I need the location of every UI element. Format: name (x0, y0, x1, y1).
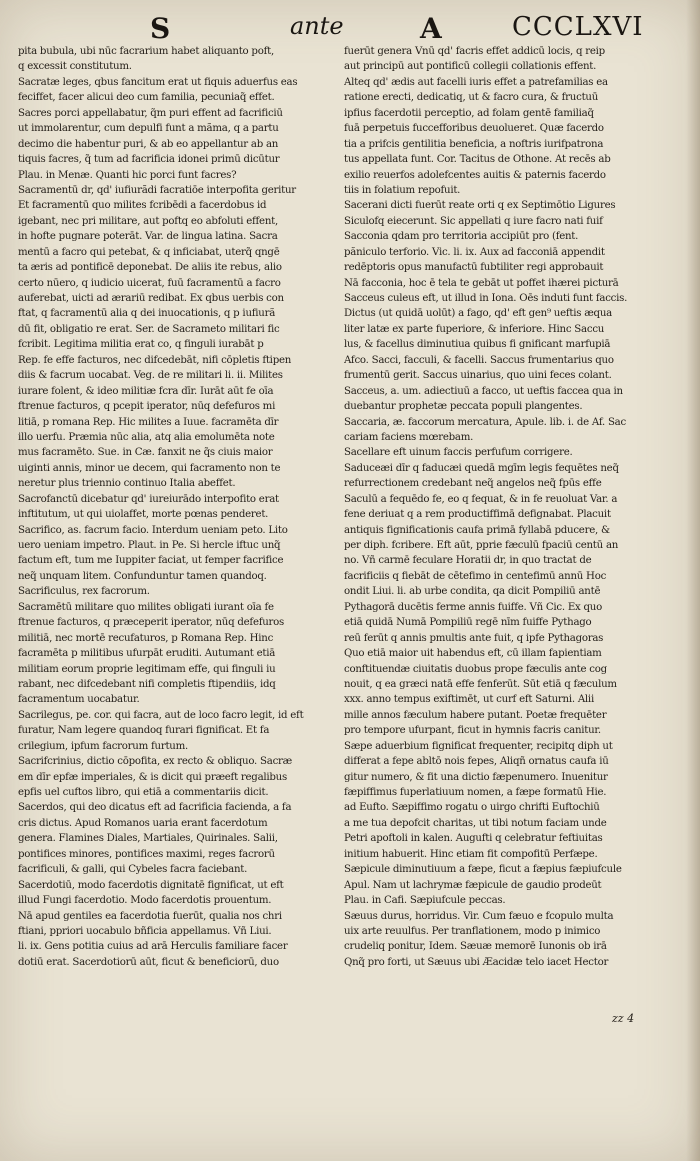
header-word: ante (290, 12, 344, 40)
text-line: Nā apud gentiles ea facerdotia fuerūt, qualia nos chri (18, 910, 282, 922)
text-line: Sacrifcrinius, dictio cōpofita, ex recto & obliquo. Sacræ (18, 756, 292, 768)
text-line: conftituendæ ciuitatis duobus prope fæculis ante cog (344, 663, 607, 675)
text-line: gitur numero, & fit una dictio fæpenumero. Inuenitur (344, 771, 608, 783)
text-line: ondit Liui. li. ab urbe condita, qa dicit Pompiliū antē (344, 586, 601, 598)
text-line: Sacrificulus, rex facrorum. (18, 586, 150, 598)
text-line: fæpiffimus fuperlatiuum nomen, a fæpe formatū Hie. (344, 787, 607, 798)
text-line: ftiani, ppriori uocabulo bñficia appellamus. Vñ Liui. (18, 925, 272, 937)
text-line: fene deriuat q a rem productiffimā defignabat. Placuit (344, 509, 611, 521)
text-line: feciffet, facer alicui deo cum familia, pecuniaq̃ effet. (18, 92, 275, 104)
signature-mark: zz 4 (612, 1012, 635, 1025)
text-line: nouit, q ea græci natā effe fenferūt. Sūt etiā q fæculum (344, 678, 617, 690)
text-line: furatur, Nam legere quandoq furari fignificat. Et fa (18, 725, 270, 737)
text-line: auferebat, uicti ad ærariū redibat. Ex qbus uerbis con (18, 293, 284, 304)
text-line: dotiū erat. Sacerdotiorū aūt, ficut & beneficiorū, duo (18, 956, 279, 968)
text-line: Sacrofanctū dicebatur qd' iureiurādo interpofito erat (18, 493, 279, 505)
text-line: mentū a facro qui petebat, & q inficiabat, uterq̃ qngē (18, 246, 280, 258)
text-line: Sacrifico, as. facrum facio. Interdum ueniam peto. Lito (18, 524, 288, 536)
text-line: q excessit constitutum. (18, 61, 132, 73)
header-mid-letter: A (420, 12, 442, 45)
text-line: differat a fepe abltō nois fepes, Aliqñ ornatus caufa iū (344, 756, 609, 768)
text-line: ut immolarentur, cum depulfi funt a mãma, q a partu (18, 123, 279, 135)
folio-number: CCCLXVI (512, 12, 644, 42)
text-line: facrificuli, & galli, qui Cybeles facra faciebant. (18, 864, 248, 876)
text-line: tiis in folatium repofuit. (344, 184, 461, 196)
text-line: a me tua depofcit charitas, ut tibi notum faciam unde (344, 817, 607, 829)
text-line: no. Vñ carmē feculare Horatii dr, in quo tractat de (344, 555, 592, 567)
text-line: ftrenue facturos, q præceperit iperator, nūq defefuros (18, 617, 285, 629)
text-line: diis & facrum uocabat. Veg. de re militari li. ii. Milites (18, 370, 283, 382)
text-line: Qnq̃ pro forti, ut Sæuus ubi Æacidæ telo iacet Hector (344, 956, 609, 968)
text-line: facramentum uocabatur. (18, 694, 140, 706)
text-line: păniculo terforio. Vic. li. ix. Aux ad facconiā appendit (344, 246, 605, 258)
text-line: Plau. in Menæ. Quanti hic porci funt facres? (18, 169, 237, 181)
text-line: Quo etiā maior uit habendus eft, cū illam fapientiam (344, 648, 602, 660)
text-line: lus, & facellus diminutiua quibus fi gnificant marfupiā (344, 339, 611, 351)
text-line: Nā facconia, hoc ē tela te gebāt ut poffet ihærei picturā (344, 277, 619, 289)
text-line: per diph. fcribere. Eft aūt, pprie fæculū fpaciū centū an (344, 540, 619, 551)
text-line: mille annos fæculum habere putant. Poetæ frequēter (344, 709, 607, 721)
text-line: Sæpe aduerbium fignificat frequenter, recipitq diph ut (344, 740, 613, 752)
text-line: frumentū gerit. Saccus uinarius, quo uini feces colant. (344, 370, 612, 382)
text-line: neq̃ unquam litem. Confunduntur tamen quandoq. (18, 570, 267, 582)
text-line: aut principū aut pontificū collegii collationis effent. (344, 61, 597, 73)
text-line: liter latæ ex parte fuperiore, & inferiore. Hinc Saccu (344, 323, 605, 335)
text-line: Siculofq eiecerunt. Sic appellati q iure facro nati fuif (344, 215, 603, 227)
text-line: neretur plus triennio continuo Italia abeffet. (18, 478, 236, 490)
header-left-letter: S (150, 12, 171, 45)
text-line: ad Eufto. Sæpiffimo rogatu o uirgo chrifti Euftochiū (344, 802, 600, 814)
text-line: pontifices minores, pontifices maximi, reges facrorū (18, 848, 275, 860)
text-line: uix arte reuulfus. Per tranflationem, modo p inimico (344, 925, 601, 937)
text-line: Sacerani dicti fuerūt reate orti q ex Septimōtio Ligures (344, 200, 616, 212)
text-line: ratione erecti, dedicatiq, ut & facro cura, & fructuū (344, 92, 599, 104)
text-line: certo nūero, q iudicio uicerat, fuū facramentū a facro (18, 277, 281, 289)
text-line: fcribit. Legitima militia erat co, q finguli iurabāt p (18, 339, 264, 351)
running-header (0, 8, 700, 48)
text-line: Sacres porci appellabatur, q̃m puri effent ad facrificiū (18, 107, 283, 119)
text-line: iurare folent, & ideo militiæ fcra dīr. Iurāt aūt fe oīa (18, 385, 274, 397)
text-line: Rep. fe effe facturos, nec difcedebāt, nifi cōpletis ftipen (18, 354, 292, 366)
text-line: fuā perpetuis fuccefforibus deuolueret. Quæ facerdo (344, 123, 604, 135)
text-line: refurrectionem credebant neq̃ angelos neq̃ fpūs effe (344, 478, 602, 490)
text-line: ta æris ad pontificē deponebat. De aliis ite rebus, alio (18, 262, 282, 274)
text-line: Sacerdotiū, modo facerdotis dignitatē fignificat, ut eft (18, 879, 284, 891)
text-line: li. ix. Gens potitia cuius ad arā Herculis familiare facer (18, 941, 288, 953)
page-edge-shadow (686, 0, 700, 1161)
text-line: uero ueniam impetro. Plaut. in Pe. Si hercle iftuc unq̃ (18, 540, 281, 551)
text-line: facramēta p militibus ufurpāt eruditi. Autumant etiā (18, 648, 276, 660)
text-line: in hofte pugnare poterāt. Var. de lingua latina. Sacra (18, 231, 278, 243)
text-line: inftitutum, ut qui uiolaffet, morte pœnas penderet. (18, 509, 269, 521)
text-line: xxx. anno tempus exiftimēt, ut curf eft Saturni. Alii (344, 694, 594, 706)
text-line: factum eft, tum me Iuppiter faciat, ut femper facrifice (18, 555, 284, 567)
text-line: illo uerfu. Præmia nūc alia, atq alia emolumēta note (18, 431, 275, 443)
text-line: Apul. Nam ut lachrymæ fæpicule de gaudio prodeūt (344, 879, 602, 891)
text-line: Sacramentū dr, qd' iufiurãdi facratiōe interpofita geritur (18, 184, 296, 196)
text-line: militiā, nec mortē recufaturos, p Romana Rep. Hinc (18, 632, 274, 644)
text-line: Sacellare eft uinum faccis perfufum corrigere. (344, 447, 573, 459)
left-text-column (18, 44, 336, 970)
text-line: epfis uel cuftos libro, qui etiā a commentariis dicit. (18, 787, 269, 798)
text-line: crilegium, ipfum facrorum furtum. (18, 740, 188, 752)
text-line: mus facramēto. Sue. in Cæ. fanxit ne q̃s ciuis maior (18, 447, 273, 459)
text-line: ftrenue facturos, q pcepit iperator, nūq defefuros mi (18, 401, 276, 413)
text-line: reū ferūt q annis pmultis ante fuit, q ipfe Pythagoras (344, 632, 604, 644)
text-line: Sacratæ leges, qbus fancitum erat ut fiquis aduerfus eas (18, 76, 298, 88)
text-line: crudeliq ponitur, Idem. Sæuæ memorē Iunonis ob irā (344, 941, 607, 953)
text-line: genera. Flamines Diales, Martiales, Quirinales. Salii, (18, 833, 278, 845)
text-line: Sacceus culeus eft, ut illud in Iona. Oēs induti funt faccis. (344, 293, 628, 304)
text-line: Afco. Sacci, facculi, & facelli. Saccus frumentarius quo (344, 354, 614, 366)
text-line: fuerūt genera Vnū qd' facris effet addicū locis, q reip (344, 46, 605, 57)
text-line: pita bubula, ubi nūc facrarium habet aliquanto poft, (18, 46, 274, 57)
text-line: facrificiis q fiebāt de cētefimo in centefimū annū Hoc (344, 570, 607, 582)
text-line: Sacerdos, qui deo dicatus eft ad facrificia facienda, a fa (18, 802, 292, 814)
text-line: duebantur prophetæ peccata populi plangentes. (344, 401, 583, 413)
text-line: uiginti annis, minor ue decem, qui facramento non te (18, 462, 281, 474)
text-line: cris dictus. Apud Romanos uaria erant facerdotum (18, 817, 268, 829)
text-line: em dīr epfæ imperiales, & is dicit qui præeft regalibus (18, 771, 287, 783)
text-line: decimo die habentur puri, & ab eo appellantur ab an (18, 138, 279, 150)
text-line: Dictus (ut quidā uolūt) a fago, qd' eft gen⁹ ueftis æqua (344, 308, 612, 320)
text-line: tia a prifcis gentilitia beneficia, a noftris iurifpatrona (344, 138, 604, 150)
text-line: Plau. in Cafi. Sæpiufcule peccas. (344, 895, 506, 907)
text-line: Pythagorā ducētis ferme annis fuiffe. Vñ Cic. Ex quo (344, 601, 602, 613)
text-line: pro tempore ufurpant, ficut in hymnis facris canitur. (344, 725, 601, 737)
text-line: Sæuus durus, horridus. Vir. Cum fæuo e fcopulo multa (344, 910, 614, 922)
text-line: ftat, q facramentū alia q dei inuocationis, q p iufiurã (18, 308, 276, 320)
text-line: Saduceæi dīr q faducæi quedā mgīm legis fequētes neq̃ (344, 462, 619, 474)
text-line: Alteq qd' ædis aut facelli iuris effet a patrefamilias ea (344, 76, 608, 88)
text-line: Et facramentū quo milites fcribēdi a facerdobus id (18, 200, 267, 212)
text-line: Sæpicule diminutiuum a fæpe, ficut a fæpius fæpiufcule (344, 864, 622, 876)
text-line: illud Fungi facerdotio. Modo facerdotis prouentum. (18, 895, 272, 907)
text-line: tiquis facres, q̃ tum ad facrificia idonei primū dicūtur (18, 154, 280, 166)
text-line: ipfius facerdotii perceptio, ad folam gentē familiaq̃ (344, 107, 594, 119)
right-text-column (344, 44, 660, 970)
text-line: militiam eorum proprie legitimam effe, qui finguli iu (18, 663, 276, 675)
text-line: rabant, nec difcedebant nifi completis ftipendiis, idq (18, 678, 276, 690)
text-line: Saccaria, æ. faccorum mercatura, Apule. lib. i. de Af. Sac (344, 416, 626, 428)
text-line: igebant, nec pri militare, aut poftq eo abfoluti effent, (18, 215, 278, 227)
text-line: tus appellata funt. Cor. Tacitus de Othone. At recēs ab (344, 154, 611, 166)
text-line: Petri apoftoli in kalen. Augufti q celebratur feftiuitas (344, 833, 603, 845)
text-line: dū fit, obligatio re erat. Ser. de Sacrameto militari fic (18, 323, 280, 335)
text-line: redēptoris opus manufactū fubtiliter regi approbauit (344, 262, 604, 274)
text-line: etiā quidā Numā Pompiliū regē nīm fuiffe Pythago (344, 617, 592, 629)
text-line: Sacceus, a. um. adiectiuū a facco, ut ueftis faccea qua in (344, 385, 623, 397)
text-line: Sacramētū militare quo milites obligati iurant oīa fe (18, 601, 274, 613)
text-line: antiquis fignificationis caufa primā fyllabā pducere, & (344, 524, 610, 536)
text-line: initium habuerit. Hinc etiam fit compofitū Perfæpe. (344, 848, 598, 860)
text-line: litiā, p romana Rep. Hic milites a Iuue. facramēta dīr (18, 416, 279, 428)
text-line: exilio reuerfos adolefcentes auitis & paternis facerdo (344, 169, 606, 181)
text-line: Sacconia qdam pro territoria accipiūt pro (fent. (344, 231, 579, 243)
text-line: cariam faciens mœrebam. (344, 431, 474, 443)
text-line: Sacrilegus, pe. cor. qui facra, aut de loco facro legit, id eft (18, 709, 304, 721)
text-line: Saculū a fequēdo fe, eo q fequat, & in fe reuoluat Var. a (344, 493, 618, 505)
